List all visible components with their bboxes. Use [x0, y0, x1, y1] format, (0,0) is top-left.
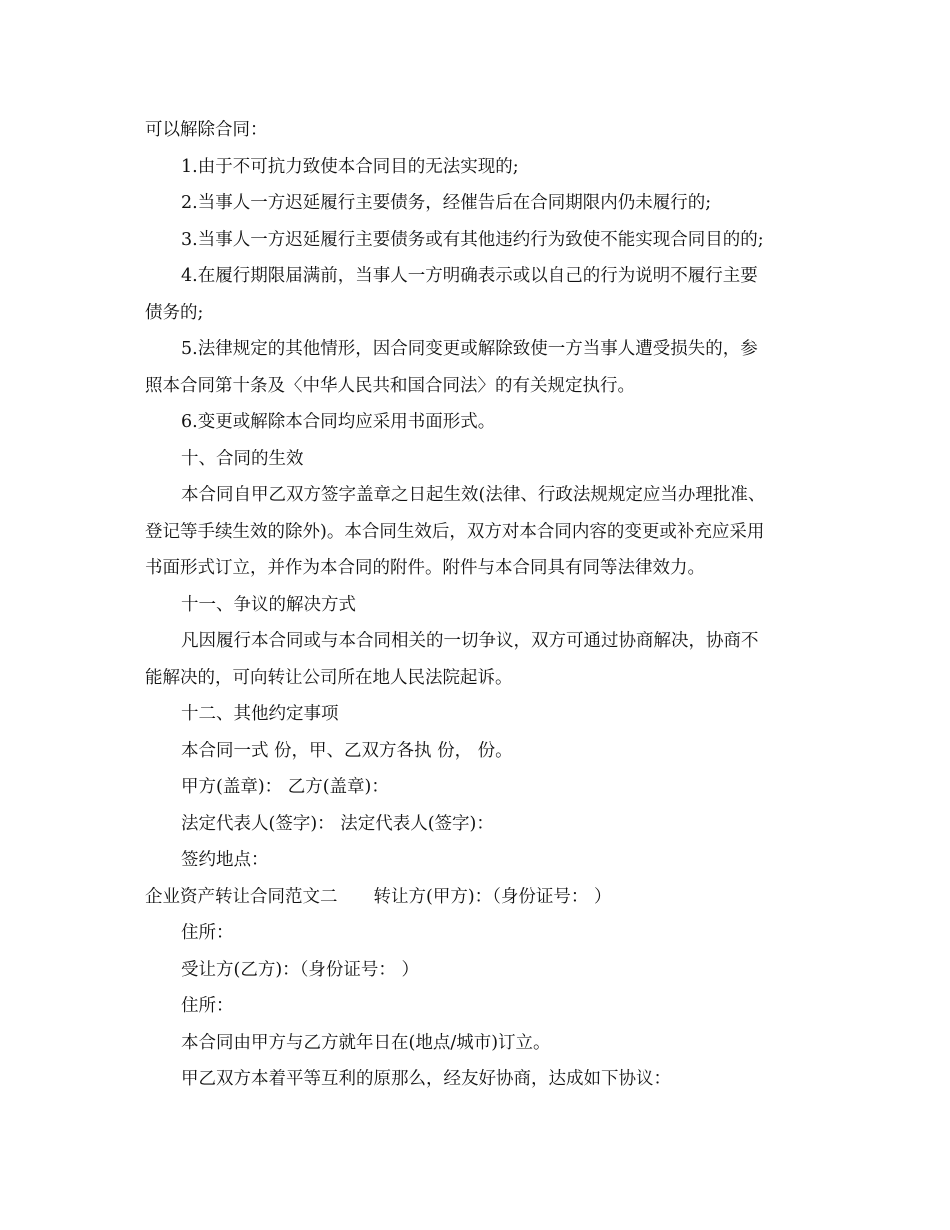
- section-heading-10: 十、合同的生效: [181, 448, 304, 469]
- transferor-party: 转让方(甲方)：（身份证号： ）: [373, 886, 612, 907]
- paragraph-line: 本合同自甲乙双方签字盖章之日起生效(法律、行政法规规定应当办理批准、: [181, 485, 766, 505]
- section-heading-11: 十一、争议的解决方式: [181, 594, 356, 615]
- transferee-party: 受让方(乙方)：（身份证号： ）: [181, 959, 419, 980]
- clause-item-5-continued: 照本合同第十条及〈中华人民共和国合同法〉的有关规定执行。: [145, 375, 635, 396]
- clause-item-5: 5.法律规定的其他情形，因合同变更或解除致使一方当事人遭受损失的，参: [181, 339, 758, 359]
- paragraph-line: 凡因履行本合同或与本合同相关的一切争议，双方可通过协商解决，协商不: [181, 631, 759, 651]
- address-line: 住所：: [181, 923, 234, 943]
- paragraph-line: 可以解除合同：: [145, 120, 268, 140]
- section-heading-12: 十二、其他约定事项: [181, 704, 339, 724]
- paragraph-line: 能解决的，可向转让公司所在地人民法院起诉。: [145, 667, 513, 688]
- clause-item-6: 6.变更或解除本合同均应采用书面形式。: [181, 412, 496, 432]
- paragraph-line: 甲乙双方本着平等互利的原那么，经友好协商，达成如下协议：: [181, 1069, 671, 1089]
- clause-item-1: 1.由于不可抗力致使本合同目的无法实现的;: [181, 156, 519, 177]
- paragraph-line: 本合同一式 份，甲、乙双方各执 份， 份。: [181, 740, 513, 761]
- signing-place-line: 签约地点：: [181, 850, 269, 870]
- clause-item-2: 2.当事人一方迟延履行主要债务，经催告后在合同期限内仍未履行的;: [181, 193, 712, 213]
- paragraph-line: 书面形式订立，并作为本合同的附件。附件与本合同具有同等法律效力。: [145, 558, 705, 578]
- address-line: 住所：: [181, 996, 234, 1016]
- paragraph-line: 本合同由甲方与乙方就年日在(地点/城市)订立。: [181, 1032, 551, 1053]
- document-body: [145, 112, 815, 1098]
- clause-item-3: 3.当事人一方迟延履行主要债务或有其他违约行为致使不能实现合同目的的;: [181, 229, 764, 250]
- clause-item-4: 4.在履行期限届满前，当事人一方明确表示或以自己的行为说明不履行主要: [181, 266, 758, 286]
- clause-item-4-continued: 债务的;: [145, 302, 204, 323]
- signature-representative-line: 法定代表人(签字)： 法定代表人(签字)：: [181, 813, 494, 834]
- document-title-line: [145, 879, 815, 916]
- paragraph-line: 登记等手续生效的除外)。本合同生效后，双方对本合同内容的变更或补充应采用: [145, 521, 765, 542]
- document-title: 企业资产转让合同范文二: [145, 886, 338, 907]
- signature-party-line: 甲方(盖章)： 乙方(盖章)：: [181, 777, 389, 797]
